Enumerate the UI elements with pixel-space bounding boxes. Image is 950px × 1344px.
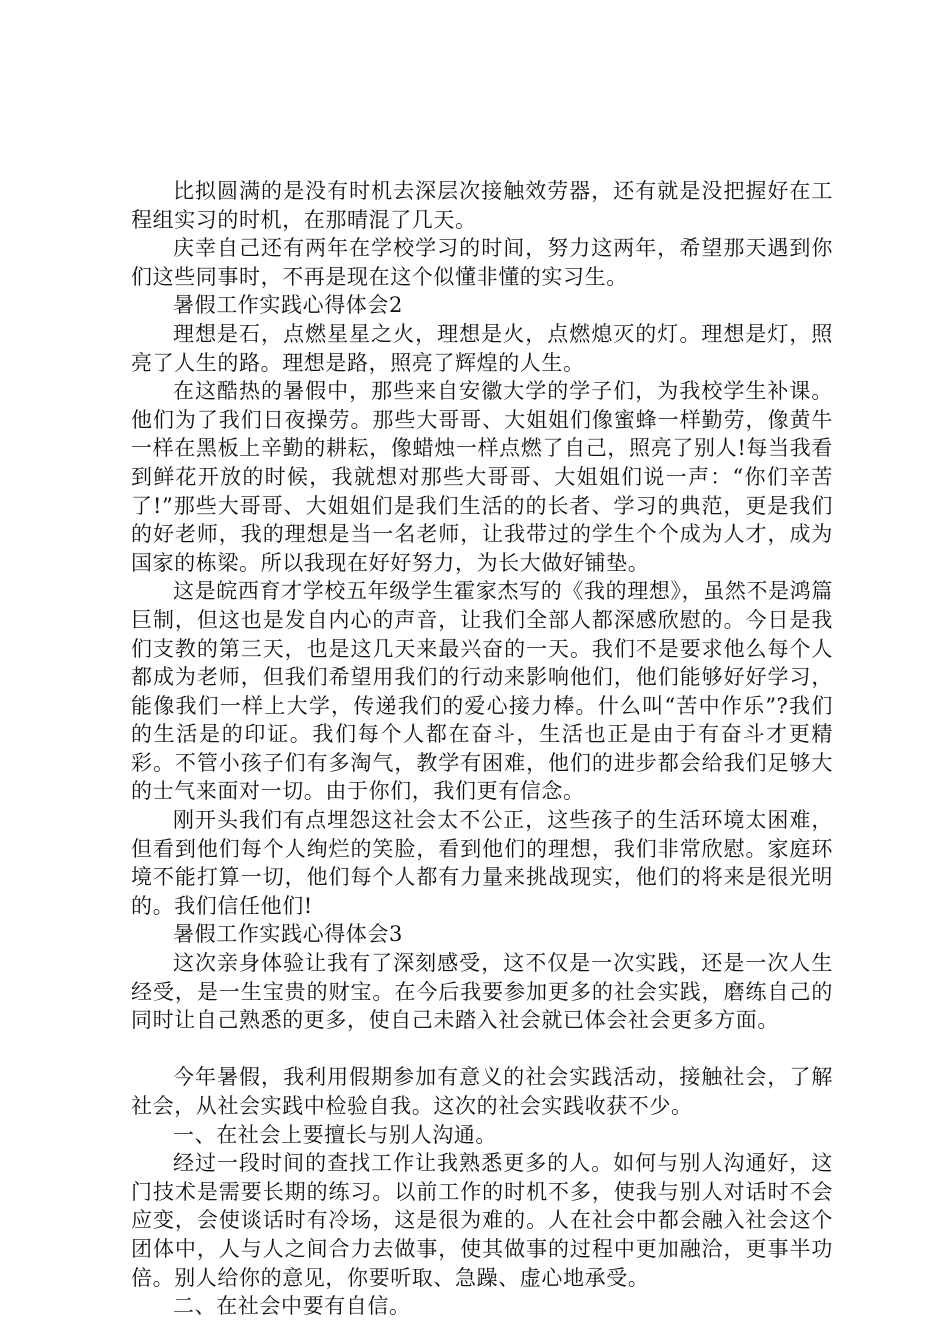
subheading: 一、在社会上要擅长与别人沟通。 [173, 1122, 497, 1147]
paragraph: 比拟圆满的是没有时机去深层次接触效劳器，还有就是没把握好在工程组实习的时机，在那晴混了几天。 [131, 179, 833, 232]
section-heading: 暑假工作实践心得体会3 [173, 922, 403, 947]
paragraph: 刚开头我们有点埋怨这社会太不公正，这些孩子的生活环境太困难，但看到他们每个人绚烂的笑脸，看到他们的理想，我们非常欣慰。家庭环境不能打算一切，他们每个人都有力量来挑战现实，他们的将来是很光明的。我们信任他们! [131, 808, 833, 918]
section-heading: 暑假工作实践心得体会2 [173, 293, 403, 318]
paragraph: 这是皖西育才学校五年级学生霍家杰写的《我的理想》，虽然不是鸿篇巨制，但这也是发自内心的声音，让我们全部人都深感欣慰的。今日是我们支教的第三天，也是这几天来最兴奋的一天。我们不是要求他么每个人都成为老师，但我们希望用我们的行动来影响他们，他们能够好好学习，能像我们一样上大学，传递我们的爱心接力棒。什么叫“苦中作乐”?我们的生活是的印证。我们每个人都在奋斗，生活也正是由于有奋斗才更精彩。不管小孩子们有多淘气，教学有困难，他们的进步都会给我们足够大的士气来面对一切。由于你们，我们更有信念。 [131, 579, 833, 804]
paragraph: 庆幸自己还有两年在学校学习的时间，努力这两年，希望那天遇到你们这些同事时，不再是现在这个似懂非懂的实习生。 [131, 236, 833, 289]
paragraph: 今年暑假，我利用假期参加有意义的社会实践活动，接触社会，了解社会，从社会实践中检验自我。这次的社会实践收获不少。 [131, 1065, 833, 1118]
document-body [131, 177, 833, 1321]
paragraph: 在这酷热的暑假中，那些来自安徽大学的学子们，为我校学生补课。他们为了我们日夜操劳。那些大哥哥、大姐姐们像蜜蜂一样勤劳，像黄牛一样在黑板上辛勤的耕耘，像蜡烛一样点燃了自己，照亮了别人!每当我看到鲜花开放的时候，我就想对那些大哥哥、大姐姐们说一声：“你们辛苦了!”那些大哥哥、大姐姐们是我们生活的的长者、学习的典范，更是我们的好老师，我的理想是当一名老师，让我带过的学生个个成为人才，成为国家的栋梁。所以我现在好好努力，为长大做好铺垫。 [131, 379, 833, 575]
blank-line [131, 1035, 833, 1064]
paragraph: 理想是石，点燃星星之火，理想是火，点燃熄灭的灯。理想是灯，照亮了人生的路。理想是路，照亮了辉煌的人生。 [131, 321, 833, 375]
paragraph: 经过一段时间的查找工作让我熟悉更多的人。如何与别人沟通好，这门技术是需要长期的练习。以前工作的时机不多，使我与别人对话时不会应变，会使谈话时有冷场，这是很为难的。人在社会中都会融入社会这个团体中，人与人之间合力去做事，使其做事的过程中更加融洽，更事半功倍。别人给你的意见，你要听取、急躁、虚心地承受。 [131, 1151, 833, 1290]
subheading: 二、在社会中要有自信。 [173, 1294, 411, 1319]
paragraph: 这次亲身体验让我有了深刻感受，这不仅是一次实践，还是一次人生经受，是一生宝贵的财宝。在今后我要参加更多的社会实践，磨练自己的同时让自己熟悉的更多，使自己未踏入社会就已体会社会更多方面。 [131, 951, 833, 1033]
